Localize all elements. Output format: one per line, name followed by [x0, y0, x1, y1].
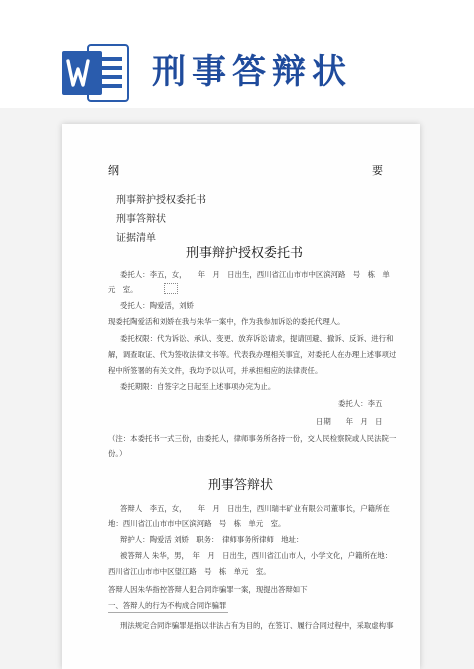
defense-body: 刑法规定合同诈骗罪是指以非法占有为目的，在签订、履行合同过程中，采取虚构事 [120, 621, 394, 630]
letter-authority-cont: 程中所签署的有关文件，我均予以认可，并承担相应的法律责任。 [108, 366, 323, 375]
placeholder-box [164, 283, 178, 294]
letter-date: 日期 年 月 日 [316, 417, 383, 426]
defense-intro: 答辩人因朱华指控答辩人犯合同诈骗罪一案，现提出答辩如下 [108, 585, 308, 594]
letter-signature: 委托人：李五 [338, 399, 383, 408]
outline-item: 刑事辩护授权委托书 [116, 195, 206, 206]
outline-heading-right: 要 [372, 164, 383, 177]
letter-authority: 委托权限：代为诉讼、承认、变更、放弃诉讼请求，提请回避、撤诉、反诉、进行和 [120, 334, 394, 343]
defense-counsel: 辩护人：陶爱活 刘娇 职务： 律师事务所律师 地址： [120, 535, 304, 544]
letter-note: （注：本委托书一式三份，由委托人，律师事务所各持一份，交人民检察院或人民法院一 [108, 434, 397, 443]
letter-authority-cont: 解，调查取证、代为签收法律文书等。代表我办理相关事宜，对委托人在办理上述事项过 [108, 350, 397, 359]
defense-complainant: 被答辩人 朱华，男， 年 月 日出生，西川省江山市人，小学文化，户籍所在地： [120, 551, 393, 560]
outline-heading-left: 纲 [108, 164, 119, 177]
letter-note-cont: 份。） [108, 449, 127, 458]
document-page [62, 124, 420, 669]
letter-term: 委托期限：自签字之日起至上述事项办完为止。 [120, 382, 276, 391]
defense-respondent-cont: 地：西川省江山市市中区滨河路 号 栋 单元 室。 [108, 519, 286, 528]
defense-point-heading: 一、答辩人的行为不构成合同诈骗罪 [108, 601, 227, 610]
outline-item: 刑事答辩状 [116, 214, 166, 225]
section-title-defense: 刑事答辩状 [208, 478, 274, 493]
divider [108, 612, 228, 613]
letter-client: 委托人：李五，女， 年 月 日出生，西川省江山市市中区滨河路 号 栋 单 [120, 270, 390, 279]
letter-client-cont: 元 室。 [108, 285, 138, 294]
letter-purpose: 现委托陶爱活和刘娇在我与朱华一案中，作为我参加诉讼的委托代理人。 [108, 317, 345, 326]
letter-agent: 受托人：陶爱活，刘娇 [120, 301, 194, 310]
defense-complainant-cont: 西川省江山市市中区望江路 号 栋 单元 室。 [108, 567, 271, 576]
defense-respondent: 答辩人 李五，女， 年 月 日出生，西川瑞丰矿业有限公司董事长，户籍所在 [120, 504, 390, 513]
banner-title: 刑事答辩状 [152, 52, 352, 92]
outline-item: 证据清单 [116, 233, 156, 244]
word-document-icon [62, 41, 132, 105]
banner [0, 0, 474, 108]
section-title-letter: 刑事辩护授权委托书 [186, 246, 304, 261]
